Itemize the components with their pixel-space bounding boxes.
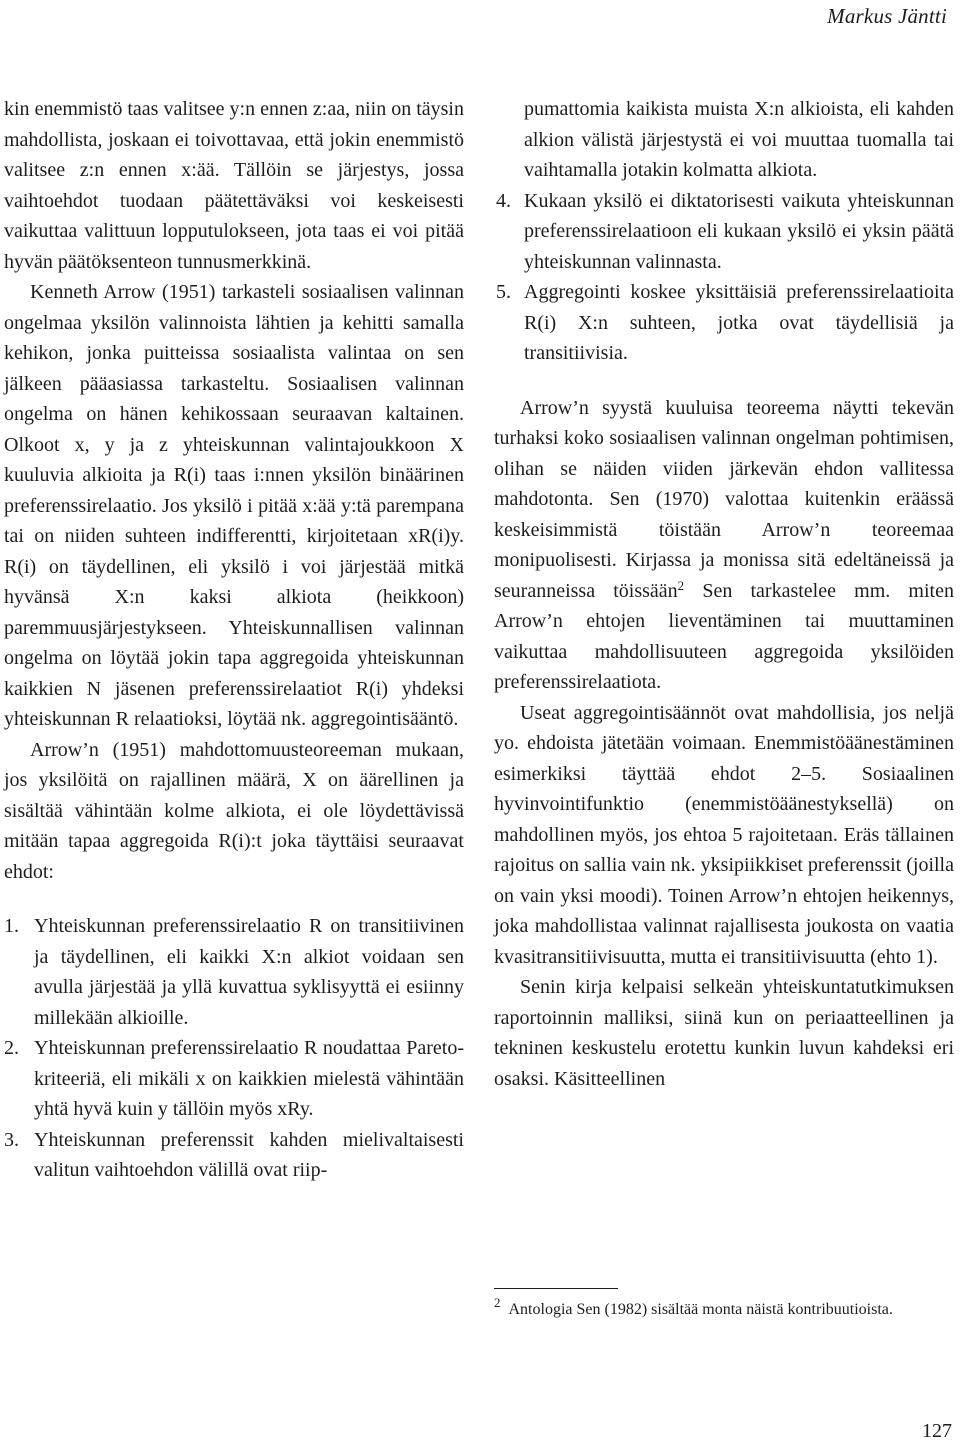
condition-item xyxy=(4,1033,464,1125)
condition-text: Yhteiskunnan preferenssirelaatio R noudattaa Pareto-kriteeriä, eli mikäli x on kaikkien mielestä vähintään yhtä hyvä kuin y tällöin myös xRy. xyxy=(34,1037,464,1120)
condition-item xyxy=(494,186,954,278)
paragraph-text: Sen tarkastelee mm. miten Arrow’n ehtojen lieventäminen tai muuttaminen vaikuttaa mahdollisuuteen aggregoida yksilöiden preferenssirelaatiota. xyxy=(494,579,954,693)
footnote-text: Antologia Sen (1982) sisältää monta näistä kontribuutioista. xyxy=(508,1301,893,1318)
condition-text: Aggregointi koskee yksittäisiä preferenssirelaatioita R(i) X:n suhteen, jotka ovat täydellisiä ja transitiivisia. xyxy=(524,281,954,364)
condition-number: 3. xyxy=(4,1128,19,1151)
condition-number: 1. xyxy=(4,915,19,937)
paragraph-text: Arrow’n syystä kuuluisa teoreema näytti tekevän turhaksi koko sosiaalisen valinnan ongelman pohtimisen, olihan se näiden viiden järkevän ehdon vallitessa mahdotonta. Sen (1970) valottaa kuitenkin eräässä keskeisimmistä töistään Arrow’n teoreemaa monipuolisesti. Kirjassa ja monissa sitä edeltäneissä ja seuranneissa töissään xyxy=(494,396,954,602)
conditions-list-left xyxy=(4,911,464,1186)
footnote-mark: 2 xyxy=(494,1295,501,1310)
paragraph-aggregation-rules: Useat aggregointisäännöt ovat mahdollisia, jos neljä yo. ehdoista jätetään voimaan. Enemmistöäänestäminen esimerkiksi täyttää ehdot 2–5. Sosiaalinen hyvinvointifunktio (enemmistöäänestyksellä) on mahdollinen myös, jos ehtoa 5 rajoitetaan. Eräs tällainen rajoitus on sallia vain nk. yksipiikkiset preferenssit (joilla on vain yksi moodi). Toinen Arrow’n ehtojen heikennys, joka mahdollistaa valinnat rajallisesta joukosta on vaatia kvasitransitiivisuutta, mutta ei transitiivisuutta (ehto 1). xyxy=(494,701,954,968)
paragraph-sen-book: Senin kirja kelpaisi selkeän yhteiskuntatutkimuksen raportoinnin malliksi, siinä kun on periaatteellinen ja tekninen keskustelu erotettu kunkin luvun kahdeksi eri osaksi. Käsitteellinen xyxy=(494,976,954,1090)
condition-number: 2. xyxy=(4,1037,19,1059)
paragraph-sen-review xyxy=(494,393,954,698)
condition-text: Yhteiskunnan preferenssit kahden mielivaltaisesti valitun vaihtoehdon välillä ovat riip- xyxy=(34,1128,464,1181)
footnote xyxy=(494,1297,954,1323)
condition-text: Yhteiskunnan preferenssirelaatio R on transitiivinen ja täydellinen, eli kaikki X:n alkiot voidaan sen avulla järjestää ja yllä kuvattua syklisyyttä ei esiinny millekään alkioille. xyxy=(34,915,464,1029)
running-header-author: Markus Jäntti xyxy=(827,4,947,28)
paragraph-arrow-framework: Kenneth Arrow (1951) tarkasteli sosiaalisen valinnan ongelmaa yksilön valinnoista lähtien ja kehitti samalla kehikon, jonka puitteissa sosiaalista valintaa on sen jälkeen pääasiassa tarkasteltu. Sosiaalisen valinnan ongelma on hänen kehikossaan seuraavan kaltainen. Olkoot x, y ja z yhteiskunnan valintajoukkoon X kuuluvia alkioita ja R(i) taas i:nnen yksilön binäärinen preferenssirelaatio. Jos yksilö i pitää x:ää y:tä parempana tai on niiden suhteen indifferentti, kirjoitetaan xR(i)y. R(i) on täydellinen, eli yksilö i voi järjestää mitkä hyvänsä X:n kaksi alkiota (heikkoon) paremmuusjärjestykseen. Yhteiskunnallisen valinnan ongelma on löytää jokin tapa aggregoida yhteiskunnan kaikkien N jäsenen preferenssirelaatiot R(i) yhdeksi yhteiskunnan R relaatioksi, löytää nk. aggregointisääntö. xyxy=(4,281,464,730)
condition-number: 5. xyxy=(496,281,511,303)
condition-item xyxy=(494,277,954,369)
footnote-divider xyxy=(494,1288,618,1289)
condition-item xyxy=(4,1125,464,1186)
condition-item xyxy=(4,911,464,1033)
paragraph-intro-continuation: kin enemmistö taas valitsee y:n ennen z:aa, niin on täysin mahdollista, joskaan ei toivottavaa, että jokin enemmistö valitsee z:n ennen x:ää. Tällöin se järjestys, jossa vaihtoehdot tuodaan päätettäväksi voi keskeisesti vaikuttaa valittuun lopputulokseen, jota taas ei voi pitää hyvän päätöksenteon tunnusmerkkinä. xyxy=(4,98,464,273)
page-number: 127 xyxy=(922,1420,952,1442)
condition-number: 4. xyxy=(496,189,511,212)
condition-item-continuation xyxy=(494,94,954,186)
paragraph-impossibility-theorem: Arrow’n (1951) mahdottomuusteoreeman mukaan, jos yksilöitä on rajallinen määrä, X on äärellinen ja sisältää vähintään kolme alkiota, ei ole löydettävissä mitään tapaa aggregoida R(i):t joka täyttäisi seuraavat ehdot: xyxy=(4,738,464,883)
conditions-list-right xyxy=(494,94,954,369)
condition-text: Kukaan yksilö ei diktatorisesti vaikuta yhteiskunnan preferenssirelaatioon eli kukaan yksilö ei yksin päätä yhteiskunnan valinnasta. xyxy=(524,189,954,273)
left-column xyxy=(4,94,464,1186)
right-column xyxy=(494,94,954,1094)
footnote-reference[interactable]: 2 xyxy=(677,577,685,593)
condition-text: pumattomia kaikista muista X:n alkioista, eli kahden alkion välistä järjestystä ei voi muuttaa tuomalla tai vaihtamalla jotakin kolmatta alkiota. xyxy=(524,98,954,181)
